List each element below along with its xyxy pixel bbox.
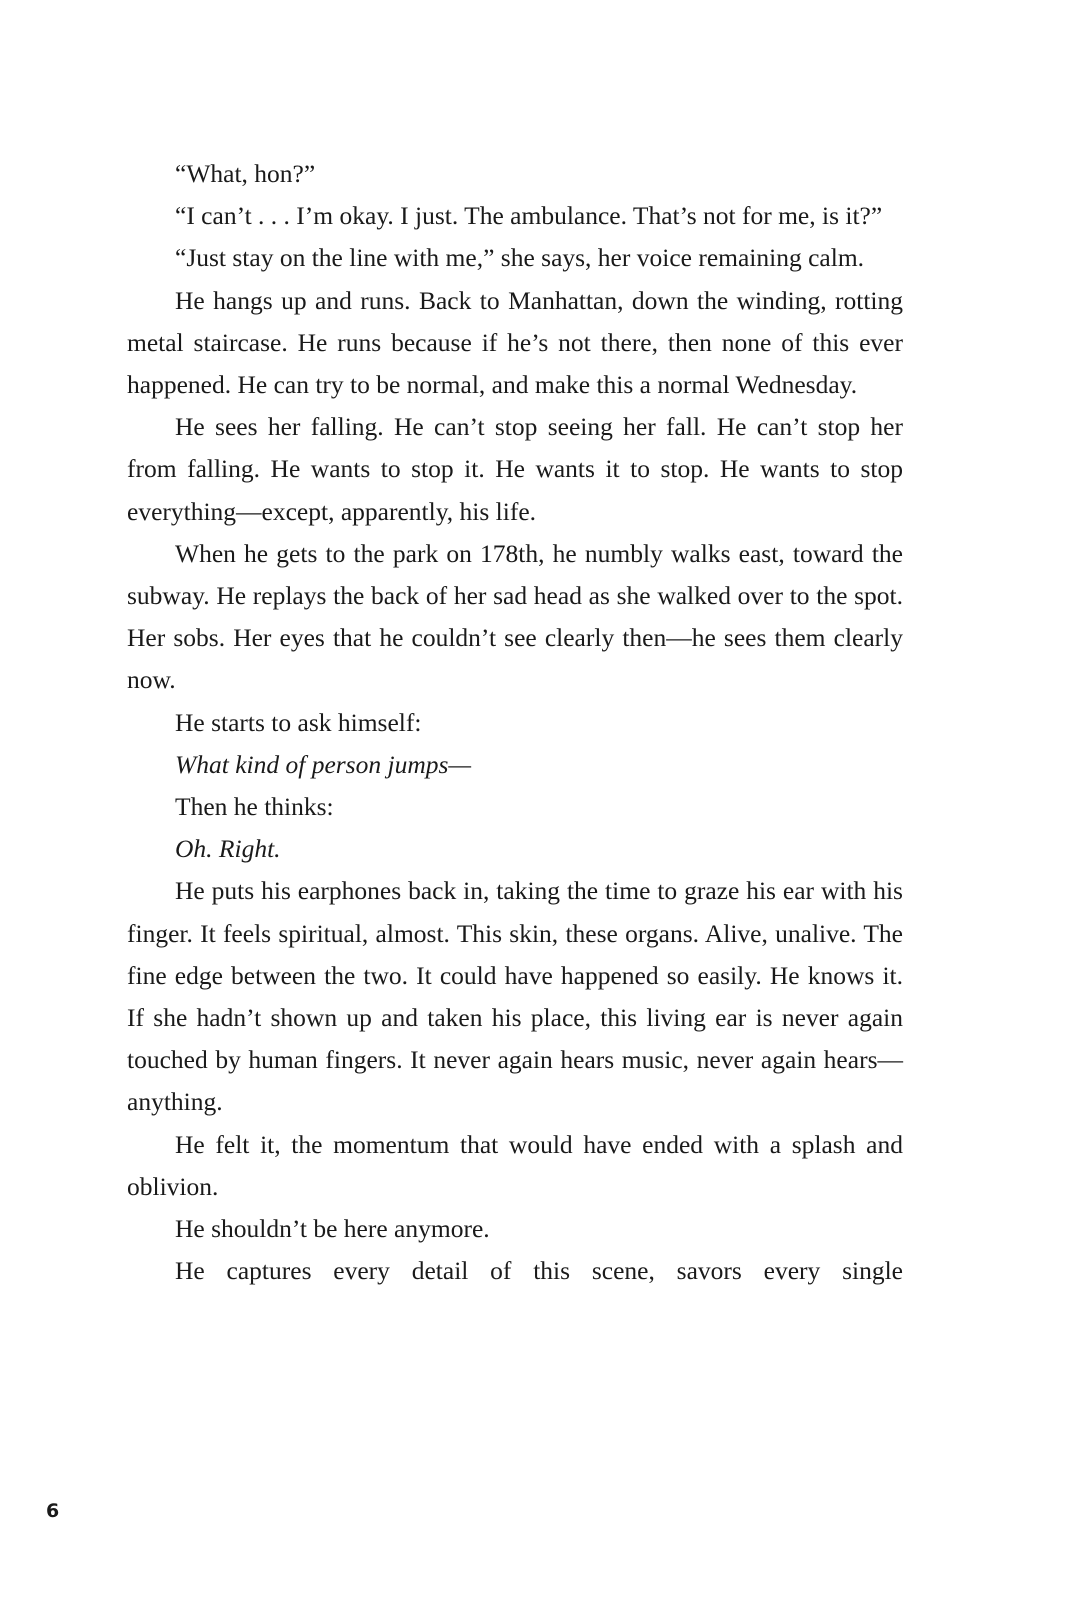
paragraph: When he gets to the park on 178th, he numbly walks east, toward the subway. He replays the back of her sad head as she walked over to the spot. Her sobs. Her eyes that he couldn’t see clearly then—he sees them clearly now.	[127, 538, 903, 695]
paragraph: He felt it, the momentum that would have ended with a splash and oblivion.	[127, 1129, 903, 1201]
body-text	[127, 153, 903, 1292]
paragraph: He sees her falling. He can’t stop seeing her fall. He can’t stop her from falling. He wants to stop it. He wants it to stop. He wants to stop everything—except, apparently, his life.	[127, 412, 903, 526]
paragraph: He shouldn’t be here anymore.	[175, 1214, 490, 1244]
paragraph: He captures every detail of this scene, savors every single	[175, 1256, 903, 1286]
paragraph: He starts to ask himself:	[175, 707, 422, 737]
paragraph: “What, hon?”	[175, 159, 316, 188]
paragraph: He puts his earphones back in, taking the time to graze his ear with his finger. It feels spiritual, almost. This skin, these organs. Alive, unalive. The fine edge between the two. It could have happened so easily. He knows it. If she hadn’t shown up and taken his place, this living ear is never again touched by human fingers. It never again hears music, never again hears—anything.	[127, 876, 903, 1117]
italic-thought: Oh. Right.	[175, 834, 281, 864]
paragraph: “I can’t . . . I’m okay. I just. The ambulance. That’s not for me, is it?”	[175, 201, 883, 231]
paragraph: “Just stay on the line with me,” she says, her voice remaining calm.	[175, 243, 865, 273]
page-number: 6	[46, 1500, 60, 1522]
paragraph: He hangs up and runs. Back to Manhattan, down the winding, rotting metal staircase. He runs because if he’s not there, then none of this ever happened. He can try to be normal, and make this a normal Wednesday.	[127, 285, 903, 400]
paragraph: Then he thinks:	[175, 792, 334, 822]
italic-thought: What kind of person jumps—	[175, 749, 472, 779]
